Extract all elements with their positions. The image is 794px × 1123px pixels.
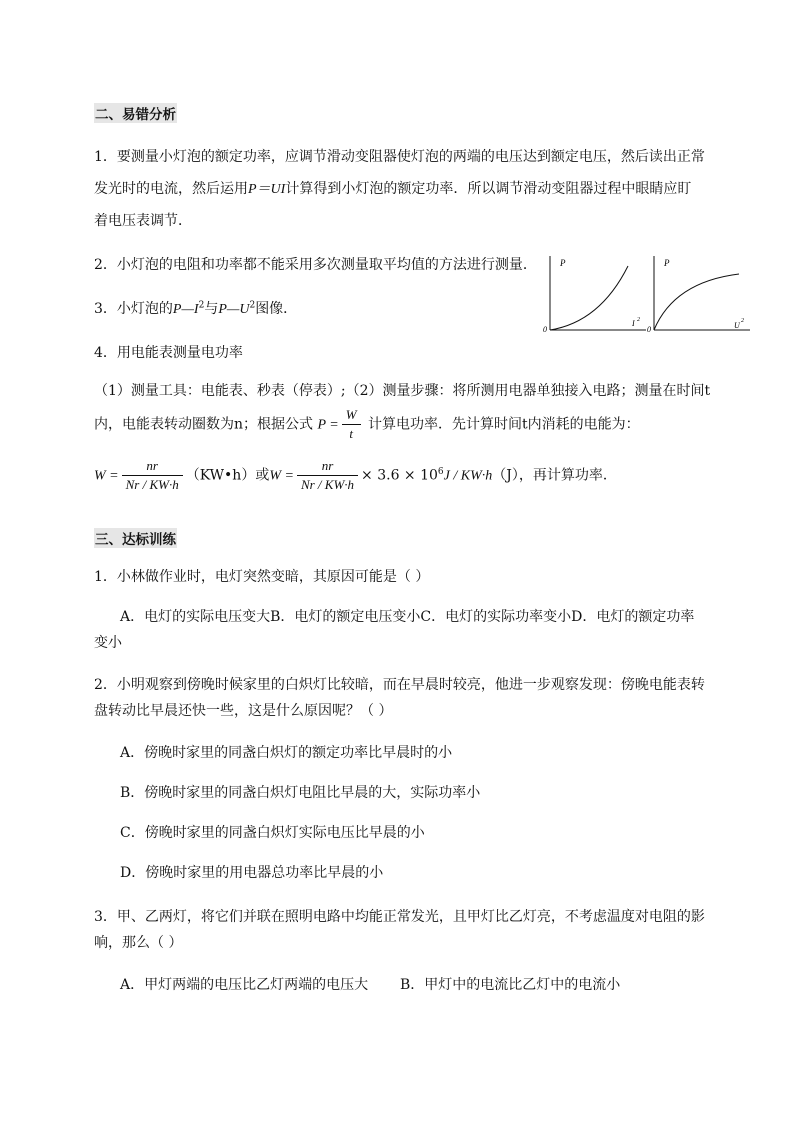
question-3-line-1: 3．甲、乙两灯，将它们并联在照明电路中均能正常发光，且甲灯比乙灯亮，不考虑温度对电阻的影 xyxy=(94,909,705,925)
paragraph-1-line-2 xyxy=(94,178,691,198)
formula-tail: （J），再计算功率． xyxy=(492,467,617,484)
graph-p-vs-i-squared xyxy=(540,252,652,338)
y-axis-label: P xyxy=(560,258,566,268)
question-1: 1．小林做作业时，电灯突然变暗，其原因可能是（ ） xyxy=(94,569,430,585)
multiplier: × 3.6 × 10 xyxy=(361,467,438,484)
power-curve xyxy=(654,274,739,330)
section-title-error-analysis: 二、易错分析 xyxy=(94,103,177,123)
power-curve xyxy=(550,266,628,330)
question-2-option-b: B．傍晚时家里的同盏白炽灯电阻比早晨的大，实际功率小 xyxy=(120,785,481,801)
paragraph-5-text: 计算电功率．先计算时间t内消耗的电能为： xyxy=(368,416,640,433)
origin-label: 0 xyxy=(543,325,547,334)
paragraph-2: 2．小灯泡的电阻和功率都不能采用多次测量取平均值的方法进行测量． xyxy=(94,257,537,273)
formula-p-lhs: P = xyxy=(317,417,339,433)
superscript: 2 xyxy=(198,300,205,311)
x-axis-sup: 2 xyxy=(741,318,744,324)
question-2-option-d: D．傍晚时家里的用电器总功率比早晨的小 xyxy=(120,865,384,881)
denominator: Nr / KW·h xyxy=(125,477,179,492)
numerator: W xyxy=(342,407,361,425)
x-axis-label: U xyxy=(734,321,740,330)
paragraph-1-text: 计算得到小灯泡的额定功率．所以调节滑动变阻器过程中眼睛应盯 xyxy=(285,181,692,197)
numerator: nr xyxy=(297,458,358,476)
paragraph-5-line-2 xyxy=(94,407,640,442)
denominator: Nr / KW·h xyxy=(300,477,355,492)
paragraph-5-text: 内，电能表转动圈数为n；根据公式 xyxy=(94,416,314,433)
paragraph-3-text: 3．小灯泡的 xyxy=(94,301,173,317)
fraction-w-over-t xyxy=(342,407,361,442)
unit-kwh: （KW•h）或 xyxy=(185,467,270,484)
superscript: 2 xyxy=(249,300,256,311)
graph-p-vs-u-squared xyxy=(644,252,756,338)
question-2-option-a: A．傍晚时家里的同盏白炽灯的额定功率比早晨时的小 xyxy=(120,745,453,761)
energy-formula-line xyxy=(94,458,617,493)
formula-p-u: P—U xyxy=(218,302,250,317)
x-axis-sup: 2 xyxy=(637,317,640,323)
paragraph-3-text: 图像． xyxy=(255,301,298,317)
fraction-nr-over-Nr xyxy=(297,458,358,493)
paragraph-4: 4．用电能表测量电功率 xyxy=(94,345,243,361)
x-axis-label: I xyxy=(632,319,635,328)
question-2-option-c: C．傍晚时家里的同盏白炽灯实际电压比早晨的小 xyxy=(120,825,425,841)
denominator: t xyxy=(349,426,353,441)
formula-p-i: P—I xyxy=(172,302,199,317)
origin-label: 0 xyxy=(647,325,651,334)
power-formula: P＝UI xyxy=(248,182,286,197)
numerator: nr xyxy=(122,458,183,476)
formula-w-lhs: W = xyxy=(94,468,119,484)
question-3-option-b: B．甲灯中的电流比乙灯中的电流小 xyxy=(400,977,621,993)
paragraph-1-line-3: 着电压表调节． xyxy=(94,213,192,229)
question-3-line-2: 响，那么（ ） xyxy=(94,935,183,951)
paragraph-3-text: 与 xyxy=(204,301,219,317)
formula-w-lhs: W = xyxy=(269,468,294,484)
fraction-nr-over-Nr xyxy=(122,458,183,493)
question-1-options-wrap: 变小 xyxy=(94,635,122,651)
section-title-training: 三、达标训练 xyxy=(94,528,177,548)
question-2-line-1: 2．小明观察到傍晚时候家里的白炽灯比较暗，而在早晨时较亮，他进一步观察发现：傍晚电能表转 xyxy=(94,677,705,693)
question-1-options: A．电灯的实际电压变大B．电灯的额定电压变小C．电灯的实际功率变小D．电灯的额定功率 xyxy=(120,609,695,625)
paragraph-1-text: 发光时的电流，然后运用 xyxy=(94,181,248,197)
paragraph-5-line-1: （1）测量工具：电能表、秒表（停表）;（2）测量步骤：将所测用电器单独接入电路；测量在时间t xyxy=(94,383,711,399)
paragraph-1-line-1: 1．要测量小灯泡的额定功率，应调节滑动变阻器使灯泡的两端的电压达到额定电压，然后读出正常 xyxy=(94,149,705,165)
paragraph-3 xyxy=(94,298,297,318)
question-3-option-a: A．甲灯两端的电压比乙灯两端的电压大 xyxy=(120,977,369,993)
question-2-line-2: 盘转动比早晨还快一些，这是什么原因呢？（ ） xyxy=(94,703,393,719)
y-axis-label: P xyxy=(664,258,670,268)
unit-j-per-kwh: J / KW·h xyxy=(443,468,493,484)
exponent: 6 xyxy=(437,466,444,477)
